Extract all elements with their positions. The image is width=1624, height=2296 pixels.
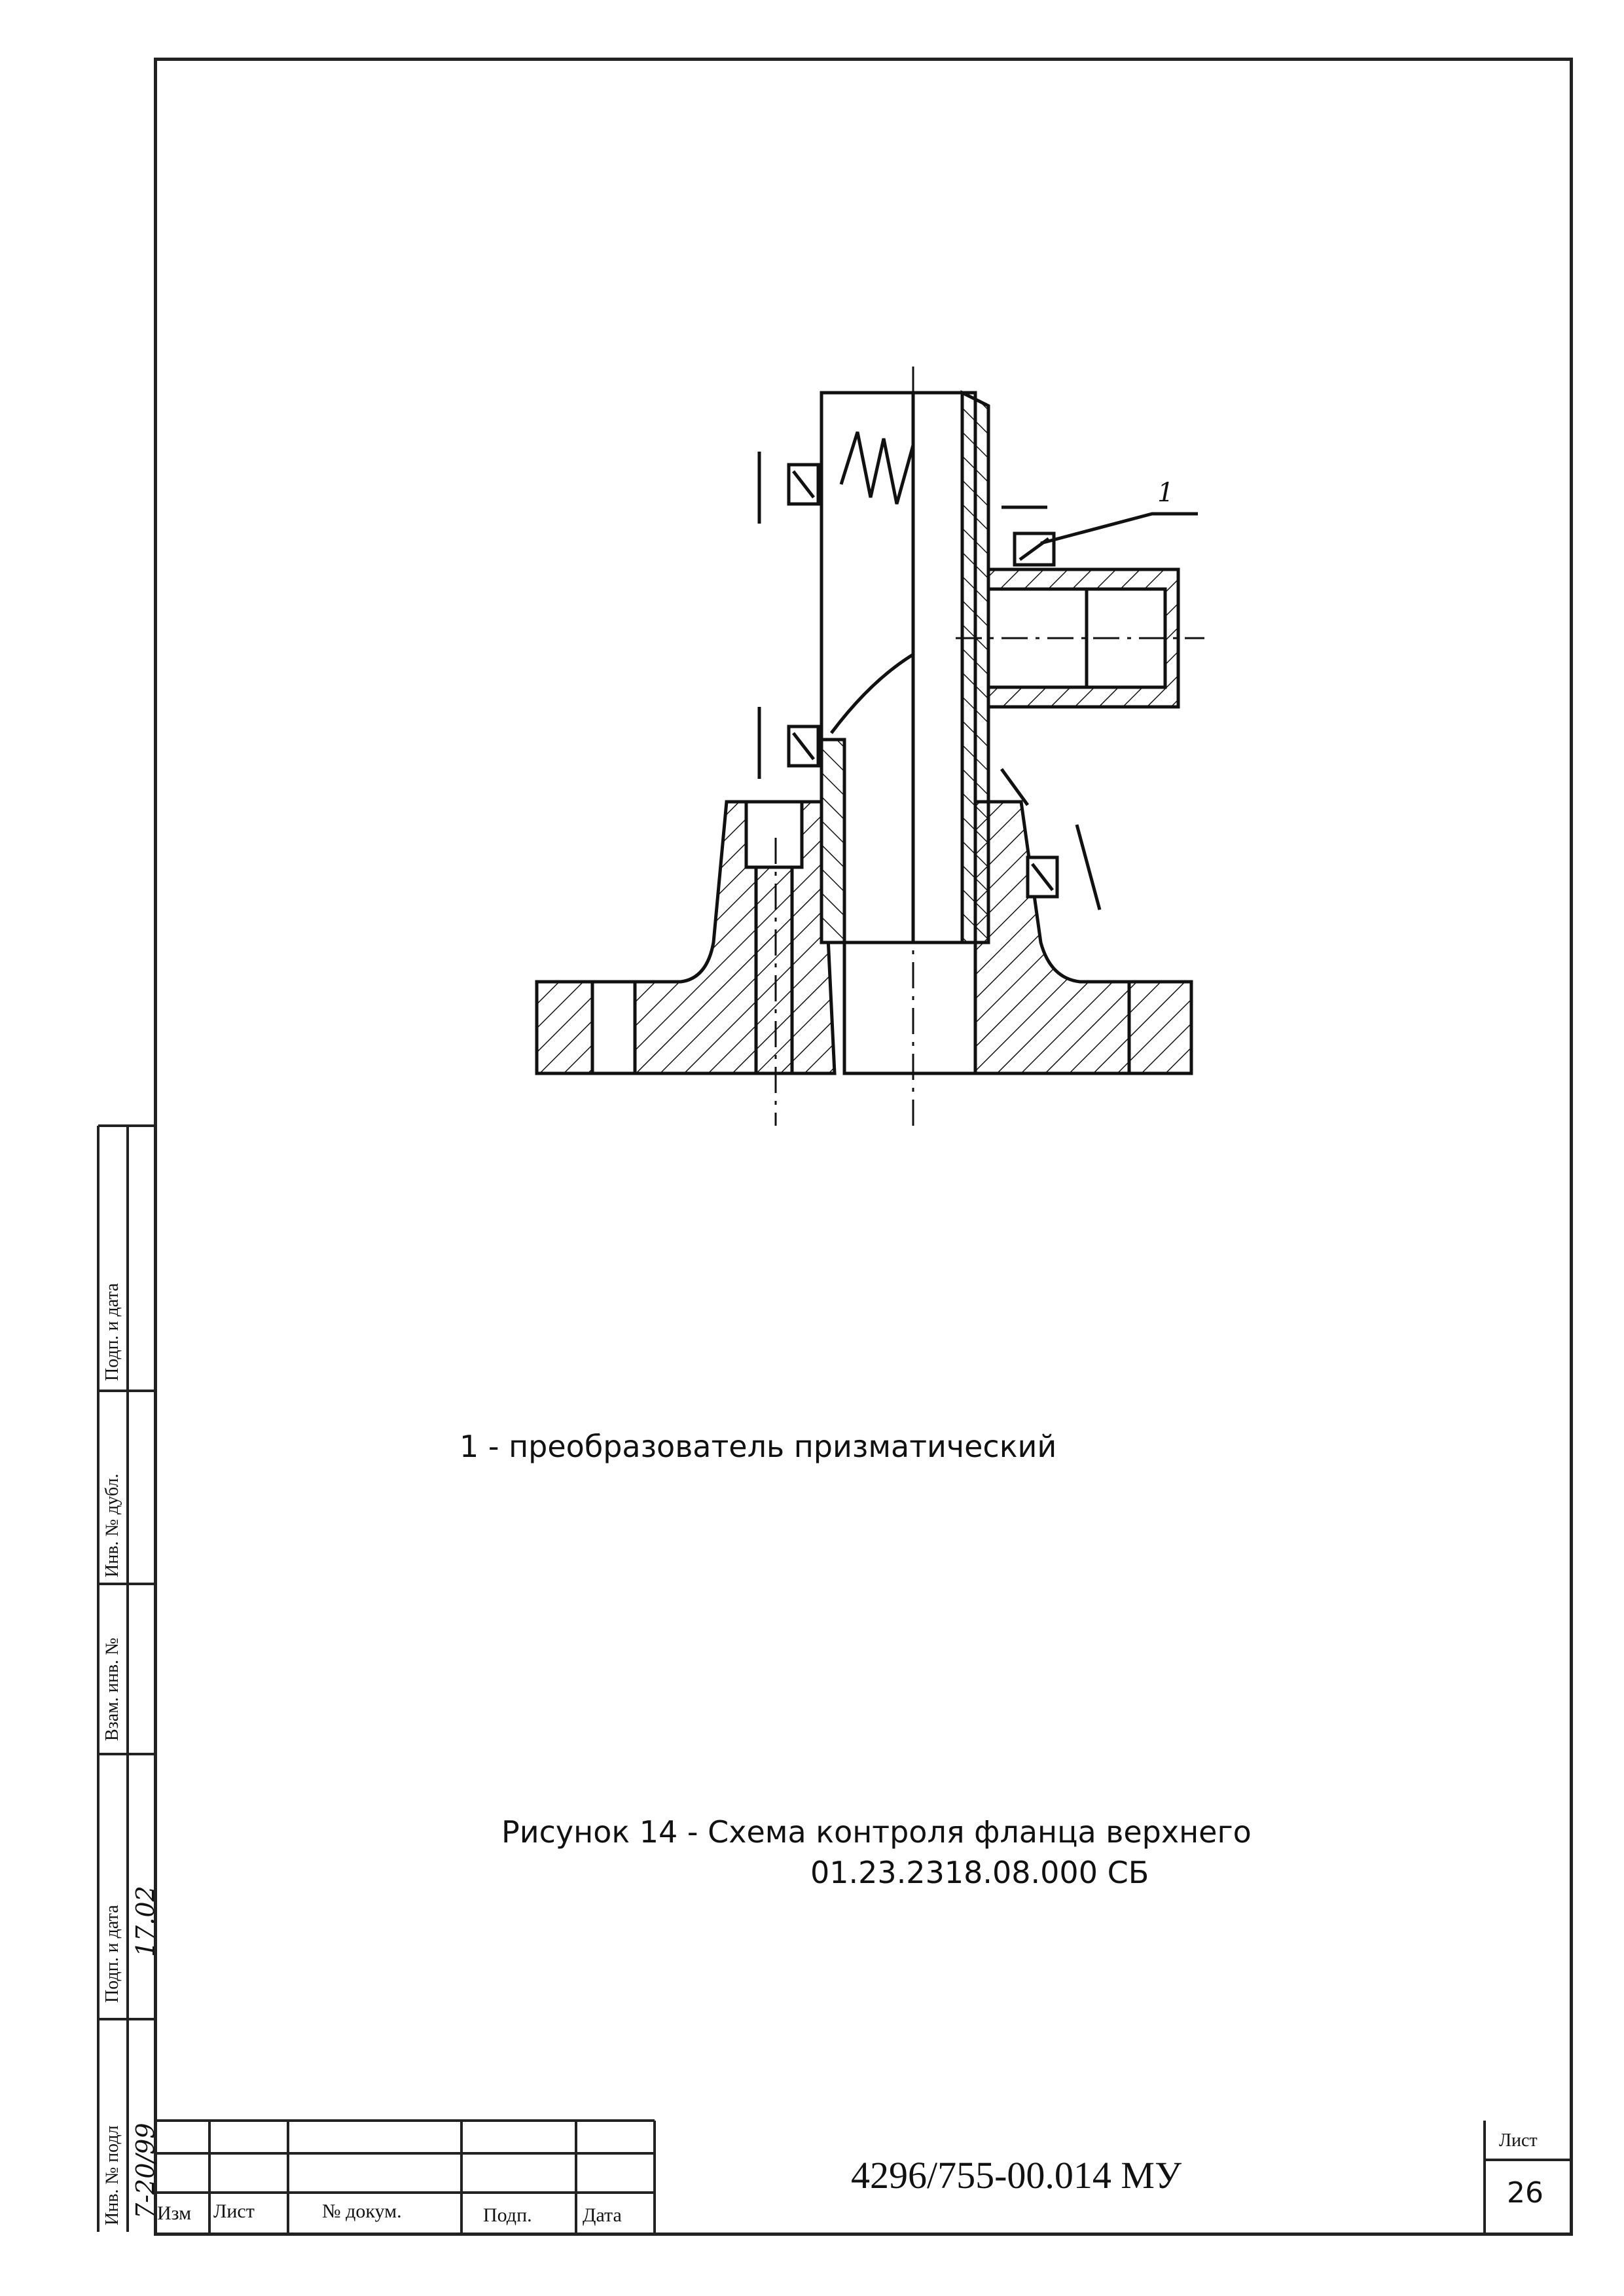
title-header-list: Лист	[213, 2200, 255, 2222]
side-label-inv-orig: Инв. № подл	[102, 2125, 122, 2225]
sheet-number: 26	[1507, 2176, 1543, 2210]
side-label-replace-inv: Взам. инв. №	[102, 1638, 122, 1741]
side-value-inv-orig: 7-20/99	[131, 2123, 160, 2219]
legend-item-1: 1 - преобразователь призматический	[460, 1429, 1057, 1464]
side-value-sign-date: 17.02	[131, 1886, 160, 1957]
sheet-label: Лист	[1499, 2130, 1538, 2151]
side-label-inv-dubl: Инв. № дубл.	[102, 1473, 122, 1577]
title-header-date: Дата	[583, 2204, 622, 2226]
figure-caption-code: 01.23.2318.08.000 СБ	[810, 1855, 1149, 1890]
document-code: 4296/755-00.014 МУ	[851, 2154, 1182, 2197]
side-label-sign-date-2: Подп. и дата	[102, 1283, 122, 1381]
title-header-doc-no: № докум.	[322, 2200, 402, 2222]
side-label-sign-date: Подп. и дата	[102, 1905, 122, 2003]
callout-number: 1	[1157, 478, 1174, 508]
figure-caption-title: Рисунок 14 - Схема контроля фланца верхнего	[501, 1814, 1252, 1850]
title-header-izm: Изм	[157, 2202, 192, 2224]
title-header-sign: Подп.	[483, 2204, 532, 2226]
